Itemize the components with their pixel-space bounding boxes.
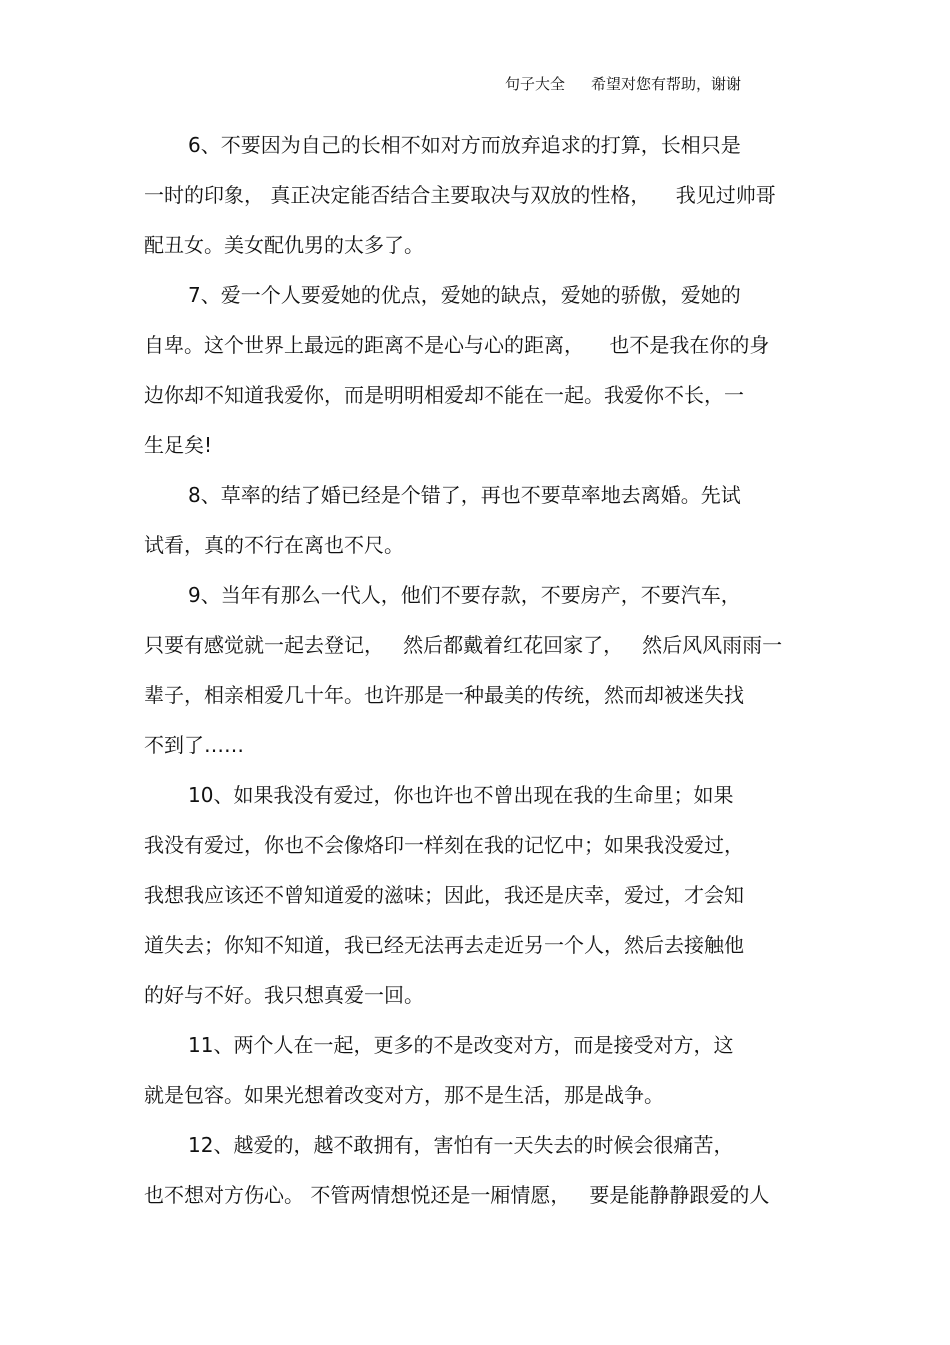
header-site-name: 句子大全 [505,75,566,93]
text-line: 6、不要因为自己的长相不如对方而放弃追求的打算，长相只是 [188,133,741,157]
text-line: 我没有爱过，你也不会像烙印一样刻在我的记忆中；如果我没爱过， [144,833,744,857]
text-line: 10、如果我没有爱过，你也许也不曾出现在我的生命里；如果 [188,783,734,807]
text-line: 11、两个人在一起，更多的不是改变对方，而是接受对方，这 [188,1033,734,1057]
text-line: 生足矣! [144,433,213,457]
text-line: 不到了…… [144,733,244,757]
text-line: 9、当年有那么一代人，他们不要存款，不要房产，不要汽车， [188,583,741,607]
text-line: 也不想对方伤心。 不管两情想悦还是一厢情愿， 要是能静静跟爱的人 [144,1183,770,1207]
paragraph-8 [144,478,804,578]
paragraph-6 [144,128,804,278]
text-line: 道失去；你知不知道，我已经无法再去走近另一个人，然后去接触他 [144,933,744,957]
paragraph-7 [144,278,804,478]
paragraph-12 [144,1128,804,1228]
text-line: 的好与不好。我只想真爱一回。 [144,983,424,1007]
text-line: 7、爱一个人要爱她的优点，爱她的缺点，爱她的骄傲，爱她的 [188,283,741,307]
header-slogan: 希望对您有帮助，谢谢 [591,75,742,93]
article-body [144,128,804,1228]
paragraph-10 [144,778,804,1028]
text-line: 8、草率的结了婚已经是个错了，再也不要草率地去离婚。先试 [188,483,741,507]
text-line: 我想我应该还不曾知道爱的滋味；因此，我还是庆幸，爱过，才会知 [144,883,744,907]
text-line: 配丑女。美女配仇男的太多了。 [144,233,424,257]
text-line: 边你却不知道我爱你，而是明明相爱却不能在一起。我爱你不长，一 [144,383,744,407]
text-line: 辈子，相亲相爱几十年。也许那是一种最美的传统，然而却被迷失找 [144,683,744,707]
text-line: 试看，真的不行在离也不尺。 [144,533,404,557]
paragraph-11 [144,1028,804,1128]
text-line: 12、越爱的，越不敢拥有，害怕有一天失去的时候会很痛苦， [188,1133,734,1157]
text-line: 就是包容。如果光想着改变对方，那不是生活，那是战争。 [144,1083,664,1107]
paragraph-9 [144,578,804,778]
text-line: 只要有感觉就一起去登记， 然后都戴着红花回家了， 然后风风雨雨一 [144,633,783,657]
text-line: 自卑。这个世界上最远的距离不是心与心的距离， 也不是我在你的身 [144,333,770,357]
text-line: 一时的印象， 真正决定能否结合主要取决与双放的性格， 我见过帅哥 [144,183,776,207]
page-header [505,74,741,94]
